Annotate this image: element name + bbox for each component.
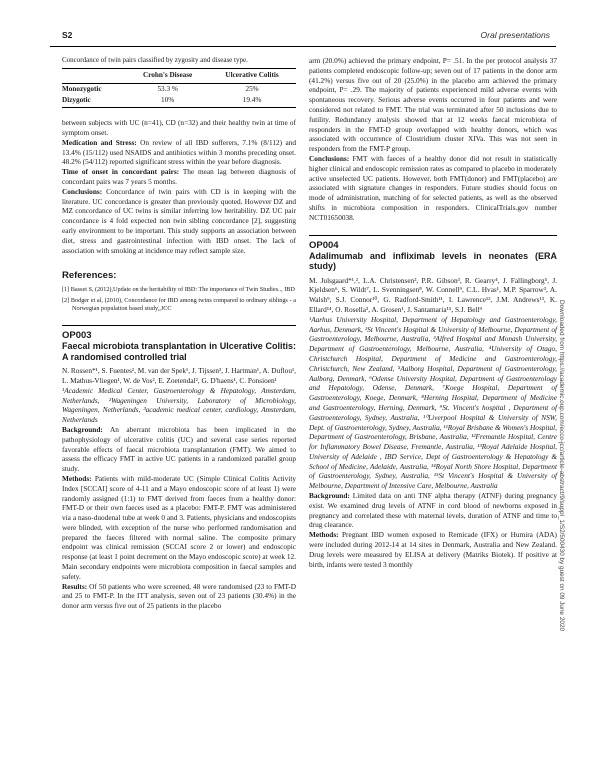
table-row (62, 83, 296, 95)
section-text: The mean lag between diagnosis of concordant pairs was 7 years 5 months. (62, 167, 296, 186)
paragraph: between subjects with UC (n=41), CD (n=32) and their healthy twin at time of symptom onset. (62, 118, 296, 137)
table-cell: Monozygotic (62, 84, 102, 93)
paragraph (309, 154, 557, 223)
section-label: Background: (309, 491, 350, 501)
table-cell: 19.4% (208, 95, 296, 107)
table-cell: Dizygotic (62, 95, 127, 107)
section-text: Concordance of twin pairs with CD is in keeping with the literature. UC concordance is greater than previously quoted. However DZ and MZ concordance of UC twins is similar inferring low heritability. DZ UC pair concordance is 4 fold expected non twin sibling concordance [2], suggesting early environment to be important. This study supports an association between diet, stress and gastrointestinal infection with IBD onset. The lack of association with smoking at incidence may reflect sample size. (62, 186, 296, 255)
paragraph (62, 474, 296, 582)
paragraph: arm (20.0%) achieved the primary endpoint, P= .51. In the per protocol analysis 37 patients completed endoscopic follow-up; seven out of 17 patients in the donor arm (41.2%) versus five out of 20 (25.0%) in the placebo arm achieved the primary endpoint, P= .29. The majority of patients experienced mild adverse events with spontaneous recovery. Serious adverse events occurred in four patients and were considered not related to FMT. The trial was terminated after 50 inclusions due to futility. Redundancy analysis showed that at 12 weeks faecal microbiota of responders in the FMT-D group overlapped with healthy donors, which was associated with occurrence of Clostridium cluster XIVa. This was not seen in responders from the FMT-P group. (309, 56, 557, 154)
paragraph (62, 138, 296, 167)
concordance-table (62, 68, 296, 108)
section-label: Conclusions: (309, 153, 350, 163)
section-text: FMT with faeces of a healthy donor did not result in statistically higher clinical and endoscopic remission rates as compared to placebo in moderately active unselected UC patients. However, both FMT(donor) and FMT(placebo) are associated with signature changes in responders. Future studies should focus on mode of administration, matching of for selected patients, as well as the observed shifts in microbiota composition in responders. ClinicalTrials.gov number NCT01650038. (309, 153, 557, 222)
affiliations: ¹Academic Medical Center, Gastroenterology & Hepatology, Amsterdam, Netherlands, ²Wageningen University, Laboratory of Microbiology, Wageningen, Netherlands, ³academic medical center, cardiology, Amsterdam, Netherlands (62, 385, 296, 425)
download-watermark: Downloaded from https://academic.oup.com/ecco-jcc/article-abstract/9/suppl_1/S2/500430 by guest on 09 June 2020 (558, 300, 565, 632)
section-text: Of 50 patients who were screened, 48 were randomised (23 to FMT-D and 25 to FMT-P. In the ITT analysis, seven out of 23 patients (30.4%) in the donor arm versus five out of 25 patients in the placebo (62, 581, 296, 611)
table-cell: 10% (127, 95, 208, 107)
right-column (309, 56, 557, 569)
section-label: Conclusions: (62, 186, 103, 196)
section-label: Methods: (62, 473, 92, 483)
reference-item: [2] Bodger et al, (2010), Concordance for IBD among twins compared to ordinary siblings - a Norwegian population based study,,JCC (62, 297, 296, 313)
section-label: Methods: (309, 530, 339, 540)
abstract-id: OP003 (62, 330, 92, 342)
journal-section: Oral presentations (480, 30, 550, 40)
paragraph (309, 530, 557, 569)
table-header-cell: Ulcerative Colitis (208, 68, 296, 83)
section-text: Limited data on anti TNF alpha therapy (ATNF) during pregnancy exist. We examined drug levels of ATNF in cord blood of newborns exposed in pregnancy and correlated these with maternal levels, duration of ATNF and time to drug clearance. (309, 491, 557, 530)
section-text: An aberrant microbiota has been implicated in the pathophysiology of ulcerative colitis (UC) and several case series reported favorable effects of faecal microbiota transplantation (FMT). We aimed to assess the efficacy FMT in active UC patients in a randomized parallel group study. (62, 424, 296, 474)
paragraph (62, 425, 296, 474)
table-header-row (62, 68, 296, 83)
affiliations: ¹Aarhus University Hospital, Department of Hepatology and Gastroenterology, Aarhus, Denmark, ²St Vincent's Hospital & University of Melbourne, Department of Gastroenterology, Melbourne, Australia, ³Alfred Hospital and Monash University, Department of Gastroenterology, Melbourne, Australia, ⁴University of Otago, Christchurch Hospital, Department of Medicine and Gastroenterology, Christchurch, New Zealand, ⁵Aalborg Hospital, Department of Gastroenterology, Aalborg, Denmark, ⁶Odense University Hospital, Department of Gastroenterology and Hepatology, Odense, Denmark, ⁷Koege Hospital, Department of Gastroenterology, Koege, Denmark, ⁸Herning Hospital, Department of Medicine and Gastroenterology, Herning, Denmark, ⁹St. Vincent's hospital , Department of Gastroenterology, Sydney, Australia, ¹⁰Liverpool Hospital & University of NSW, Dept. of Gastroenterology, Sydney, Australia, ¹¹Royal Brisbane & Women's Hospital, Department of Gastroenterology, Brisbane, Australia, ¹²Fremantle Hospital, Centre for Inflammatory Bowel Disease, Fremantle, Australia, ¹³Royal Adelaide Hospital, University of Adelaide , IBD Service, Dept of Gastroenterology & Hepatology & School of Medicine, Adelaide, Australia, ¹⁴Royal North Shore Hospital, Department of Gastroenterology, Sydney, Australia, ¹⁵St Vincent's Hospital & University of Melbourne, Department of Intensive Care, Melbourne, Australia (309, 314, 557, 491)
paragraph (309, 491, 557, 530)
table-cell: 53.3 % (157, 84, 178, 93)
header-rule (50, 46, 556, 47)
table-header-cell (62, 68, 127, 83)
abstract-divider (62, 325, 296, 326)
abstract-divider (309, 235, 557, 236)
section-label: Time of onset in concordant pairs: (62, 167, 180, 177)
reference-item: [1] Basset S, (2012),Update on the heritability of IBD: The importance of Twin Studies.., IBD (62, 286, 295, 294)
table-cell: 25% (245, 84, 259, 93)
section-label: Medication and Stress: (62, 137, 137, 147)
section-label: Background: (62, 424, 103, 434)
abstract-id: OP004 (309, 239, 339, 251)
abstract-title: Faecal microbiota transplantation in Ulcerative Colitis: A randomised controlled trial (62, 341, 296, 362)
table-row (62, 95, 296, 107)
paragraph (62, 167, 296, 187)
abstract-title: Adalimumab and infliximab levels in neonates (ERA study) (309, 250, 557, 272)
paragraph (62, 582, 296, 611)
page-header (50, 30, 550, 44)
page-number: S2 (62, 30, 73, 40)
section-text: Pregnant IBD women exposed to Remicade (IFX) or Humira (ADA) were included during 2012-14 at 14 sites in Denmark, Australia and New Zealand. Drug levels were measured by ELISA at delivery (Matriks Biotek). If positive at birth, infants were tested 3 monthly (309, 530, 557, 569)
table-caption: Concordance of twin pairs classified by zygosity and disease type. (62, 56, 248, 64)
table-header-cell: Crohn's Disease (127, 68, 208, 83)
references-heading: References: (62, 270, 117, 282)
section-text: On review of all IBD sufferers, 7.1% (8/112) and 13.4% (15/112) used NSAIDS and antibiotics within 3 months preceding onset. 48.2% (54/112) reported significant stress within the year before diagnosis. (62, 137, 296, 167)
paragraph (62, 187, 296, 256)
section-label: Results: (62, 581, 88, 591)
author-list: M. Julsgaard*¹,², L.A. Christensen², P.R. Gibson³, R. Gearry⁴, J. Fallingborg⁵, J. Kjeldsen⁶, S. Wildt⁷, L. Svenningsen⁸, W. Connell⁹, C.L. Hvas¹, M.P. Sparrow³, A. Walsh⁹, S.J. Connor¹⁰, G. Radford-Smith¹¹, I. Lawrence¹², J.M. Andrews¹³, K. Ellard¹⁴, O. Rosella³, A. Grosen¹, J. Santamaria¹⁵, S.J. Bell⁹ (309, 275, 557, 314)
author-list: N. Rossen*¹, S. Fuentes², M. van der Spek¹, J. Tijssen³, J. Hartman¹, A. Duflou¹, L. Mathus-Vliegen¹, W. de Vos², E. Zoetendal², G. D'haens¹, C. Ponsioen¹ (62, 366, 296, 385)
section-text: Patients with mild-moderate UC (Simple Clinical Colitis Activity Index [SCCAI] score of 4-11 and a Mayo endoscopic score of at least 1) were randomly assigned (1:1) to FMT derived from faeces from a healthy donor: FMT-D or their own faeces used as a placebo: FMT-P. FMT was administered via a naso-duodenal tube at week 0 and 3. Patients, physicians and endoscopists were blinded, with exception of the nurse who performed randomisation and prepared the faeces filtered with normal saline. The composite primary endpoint was clinical remission (SCCAI score 2 or lower) and endoscopic response (at least 1 point decrement on the Mayo endoscopic score) at week 12. Main secondary endpoints were microbiota composition in faecal samples and safety. (62, 473, 296, 581)
left-column (62, 56, 296, 611)
